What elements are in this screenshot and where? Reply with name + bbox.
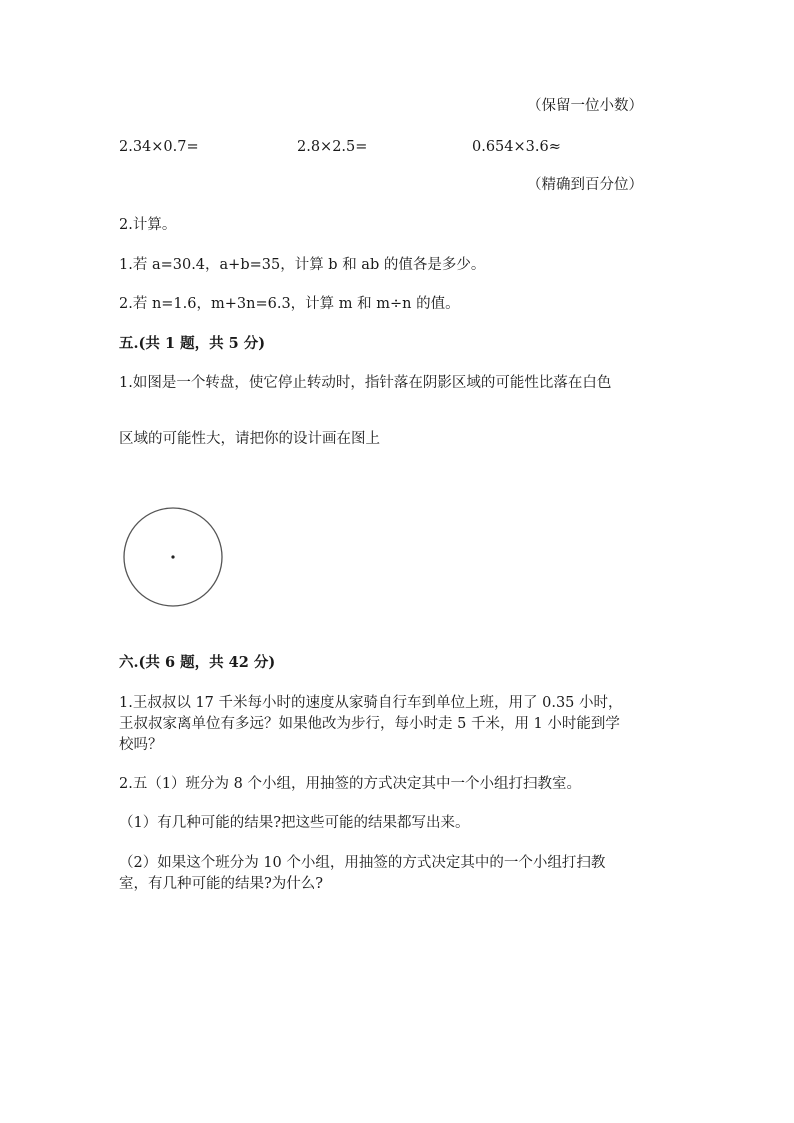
section-5-heading: 五.(共 1 题，共 5 分) xyxy=(119,335,266,352)
question-2-part-1: 1.若 a=30.4，a+b=35，计算 b 和 ab 的值各是多少。 xyxy=(119,257,486,273)
section-5-question-1-line-1: 1.如图是一个转盘，使它停止转动时，指针落在阴影区域的可能性比落在白色 xyxy=(119,375,612,391)
section-6-question-1-line-2: 王叔叔家离单位有多远？如果他改为步行，每小时走 5 千米，用 1 小时能到学 xyxy=(119,716,620,732)
calc-expression-c: 0.654×3.6≈ xyxy=(472,139,561,155)
spinner-circle-figure xyxy=(120,505,226,611)
section-6-question-2-sub-2-line-2: 室，有几种可能的结果?为什么? xyxy=(119,876,324,892)
spinner-center-dot xyxy=(171,555,174,558)
round-hundredths-note: （精确到百分位） xyxy=(527,177,643,193)
section-6-question-1-line-1: 1.王叔叔以 17 千米每小时的速度从家骑自行车到单位上班，用了 0.35 小时， xyxy=(119,695,623,711)
section-6-question-2-sub-1: （1）有几种可能的结果?把这些可能的结果都写出来。 xyxy=(119,815,470,831)
calc-expression-b: 2.8×2.5= xyxy=(297,139,368,155)
question-2-part-2: 2.若 n=1.6，m+3n=6.3，计算 m 和 m÷n 的值。 xyxy=(119,296,460,312)
round-one-decimal-note: （保留一位小数） xyxy=(527,98,643,114)
calc-expression-a: 2.34×0.7= xyxy=(119,139,199,155)
section-6-question-2-line-1: 2.五（1）班分为 8 个小组，用抽签的方式决定其中一个小组打扫教室。 xyxy=(119,776,582,792)
section-6-question-1-line-3: 校吗？ xyxy=(119,737,163,753)
question-2-title: 2.计算。 xyxy=(119,217,177,233)
section-5-question-1-line-2: 区域的可能性大，请把你的设计画在图上 xyxy=(119,431,380,447)
section-6-question-2-sub-2-line-1: （2）如果这个班分为 10 个小组，用抽签的方式决定其中的一个小组打扫教 xyxy=(119,855,606,871)
section-6-heading: 六.(共 6 题，共 42 分) xyxy=(119,654,276,671)
